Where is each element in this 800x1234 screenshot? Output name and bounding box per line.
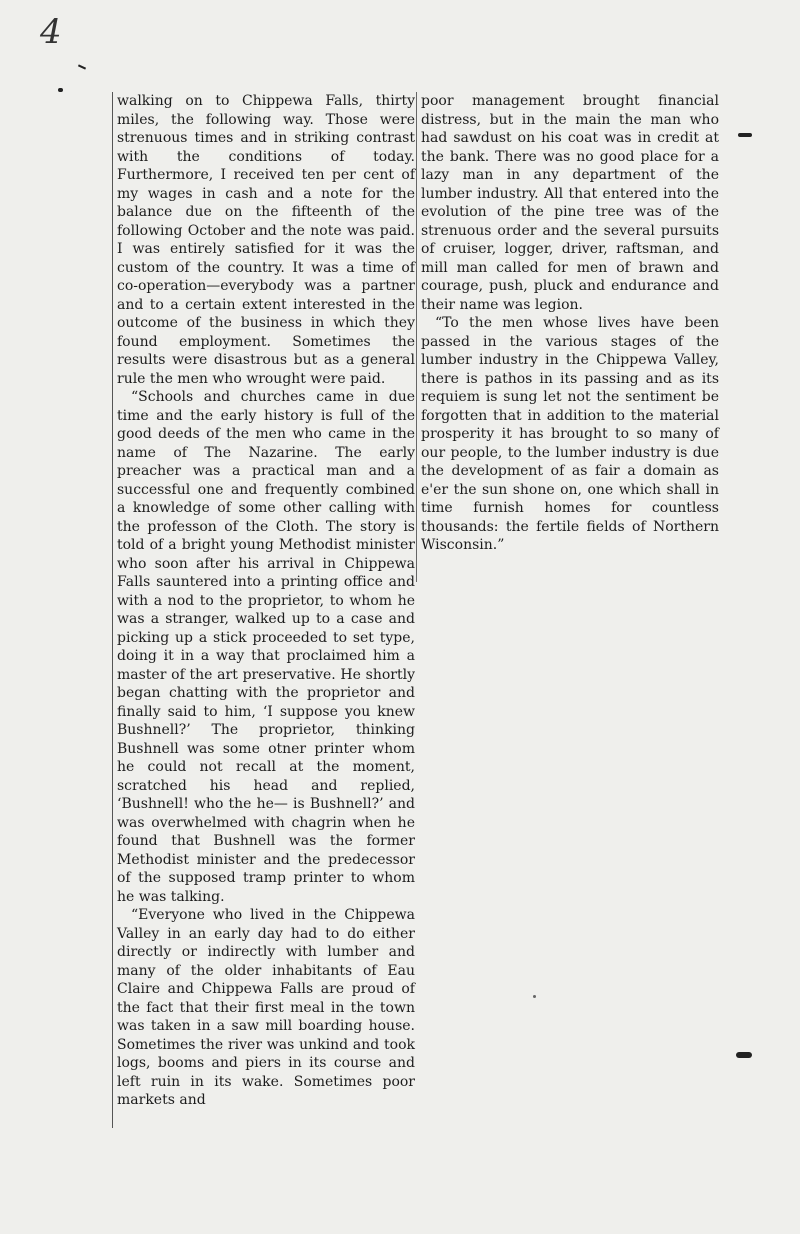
ink-mark	[58, 88, 63, 92]
right-column	[416, 92, 719, 582]
ink-mark	[78, 64, 86, 69]
paragraph: “Everyone who lived in the Chippewa Valley in an early day had to do either directly or indirectly with lumber and many of the older inhabitants of Eau Claire and Chippewa Falls are proud of the fact that their first meal in the town was taken in a saw mill boarding house. Sometimes the river was unkind and took logs, booms and piers in its course and left ruin in its wake. Sometimes poor markets and	[117, 907, 415, 1108]
paragraph: “Schools and churches came in due time and the early history is full of the good deeds of the men who came in the name of The Nazarine. The early preacher was a practical man and a successful one and frequently combined a knowledge of some other calling with the professon of the Cloth. The story is told of a bright young Methodist minister who soon after his arrival in Chippewa Falls sauntered into a printing office and with a nod to the proprietor, to whom he was a stranger, walked up to a case and picking up a stick proceeded to set type, doing it in a way that proclaimed him a master of the art preservative. He shortly began chatting with the proprietor and finally said to him, ‘I suppose you knew Bushnell?’ The proprietor, thinking Bushnell was some otner printer whom he could not recall at the moment, scratched his head and replied, ‘Bushnell! who the he— is Bushnell?’ and was overwhelmed with chagrin when he found that Bushnell was the former Methodist minister and the predecessor of the supposed tramp printer to whom he was talking.	[117, 389, 415, 905]
paragraph: walking on to Chippewa Falls, thirty miles, the following way. Those were strenuous times and in striking contrast with the conditions of today. Furthermore, I received ten per cent of my wages in cash and a note for the balance due on the fifteenth of the following October and the note was paid. I was entirely satisfied for it was the custom of the country. It was a time of co-operation—everybody was a partner and to a certain extent interested in the outcome of the business in which they found employment. Sometimes the results were disastrous but as a general rule the men who wrought were paid.	[117, 93, 415, 387]
ink-mark	[738, 133, 752, 137]
paragraph: poor management brought financial distress, but in the main the man who had sawdust on his coat was in credit at the bank. There was no good place for a lazy man in any department of the lumber industry. All that entered into the evolution of the pine tree was of the strenuous order and the several pursuits of cruiser, logger, driver, raftsman, and mill man called for men of brawn and courage, push, pluck and endurance and their name was legion.	[421, 93, 719, 313]
paragraph: “To the men whose lives have been passed in the various stages of the lumber industry in the Chippewa Valley, there is pathos in its passing and as its requiem is sung let not the sentiment be forgotten that in addition to the material prosperity it has brought to so many of our people, to the lumber industry is due the development of as fair a domain as e'er the sun shone on, one which shall in time furnish homes for countless thousands: the fertile fields of Northern Wisconsin.”	[421, 315, 719, 553]
ink-mark	[736, 1052, 752, 1058]
ink-speck	[533, 995, 536, 998]
page-number: 4	[40, 12, 62, 52]
left-column	[112, 92, 415, 1128]
